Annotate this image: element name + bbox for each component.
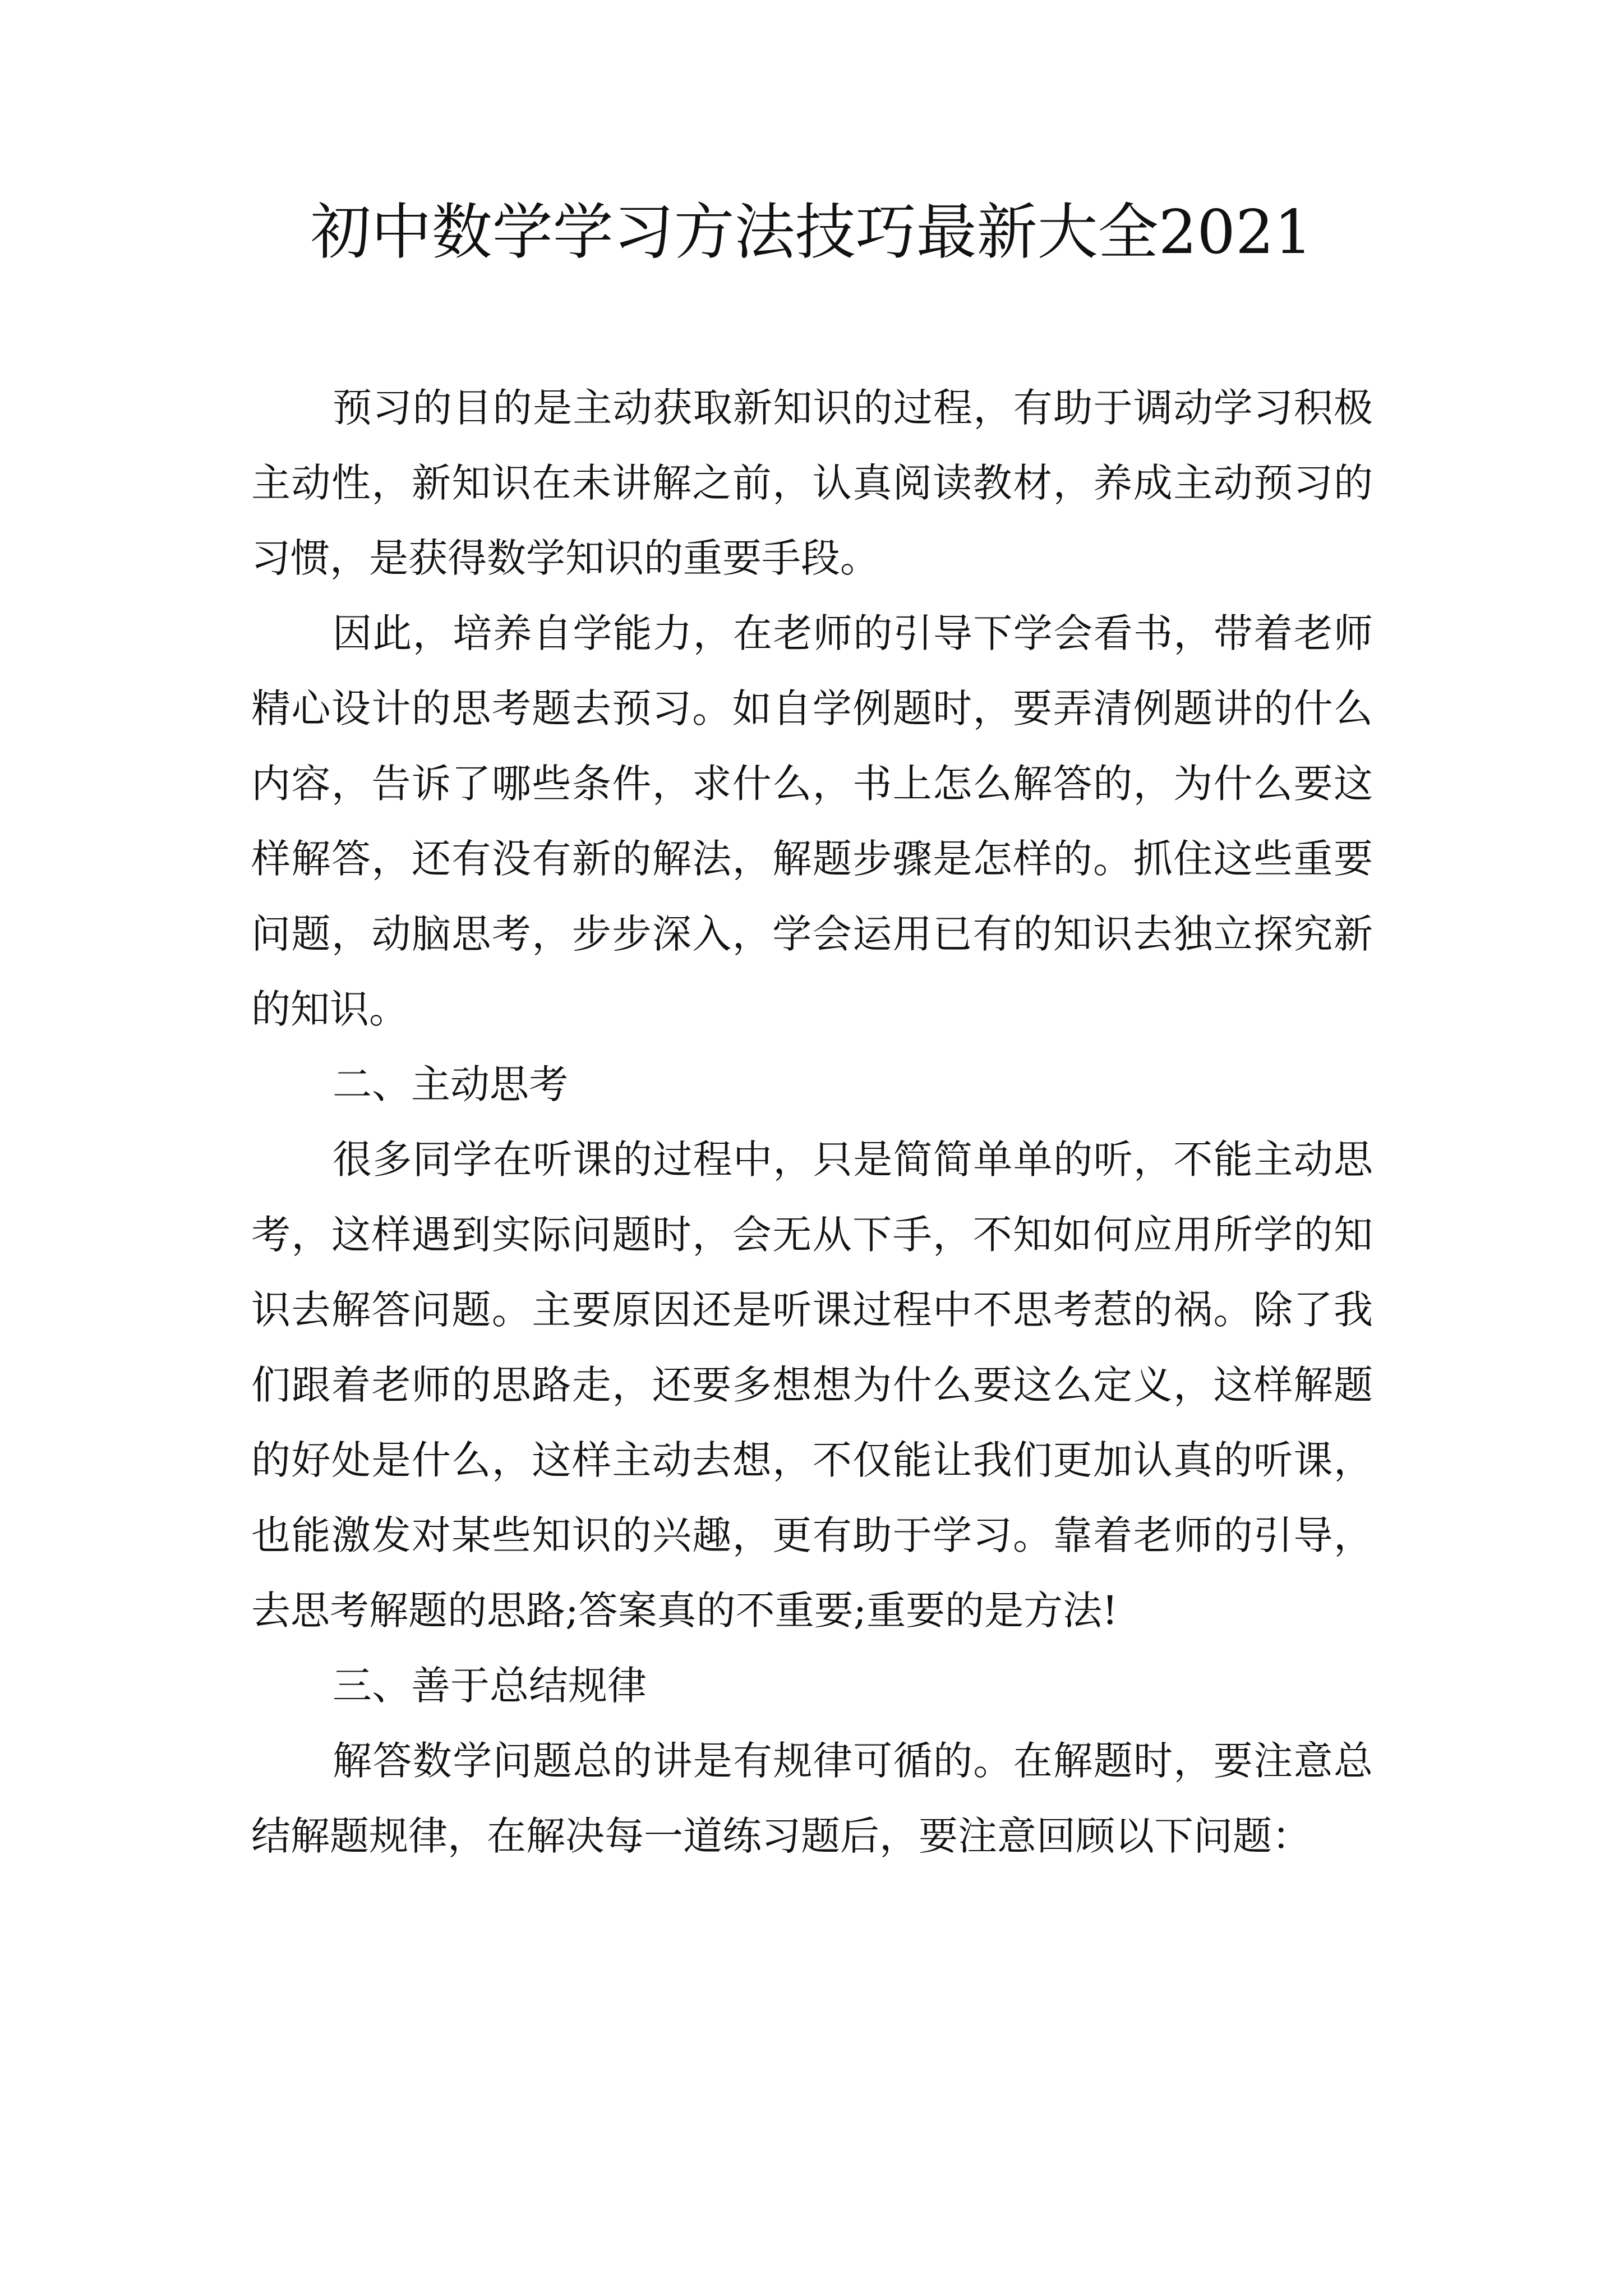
document-body [251, 370, 1373, 1874]
paragraph-preview-purpose: 预习的目的是主动获取新知识的过程，有助于调动学习积极主动性，新知识在未讲解之前，认真阅读教材，养成主动预习的习惯，是获得数学知识的重要手段。 [251, 385, 1373, 581]
paragraph-self-study: 因此，培养自学能力，在老师的引导下学会看书，带着老师精心设计的思考题去预习。如自学例题时，要弄清例题讲的什么内容，告诉了哪些条件，求什么，书上怎么解答的，为什么要这样解答，还有没有新的解法，解题步骤是怎样的。抓住这些重要问题，动脑思考，步步深入，学会运用已有的知识去独立探究新的知识。 [251, 610, 1373, 1032]
paragraph-summarize-rules: 解答数学问题总的讲是有规律可循的。在解题时，要注意总结解题规律，在解决每一道练习题后，要注意回顾以下问题： [251, 1738, 1373, 1859]
paragraph-active-thinking: 很多同学在听课的过程中，只是简简单单的听，不能主动思考，这样遇到实际问题时，会无从下手，不知如何应用所学的知识去解答问题。主要原因还是听课过程中不思考惹的祸。除了我们跟着老师的思路走，还要多想想为什么要这么定义，这样解题的好处是什么，这样主动去想，不仅能让我们更加认真的听课，也能激发对某些知识的兴趣，更有助于学习。靠着老师的引导，去思考解题的思路;答案真的不重要;重要的是方法! [251, 1137, 1373, 1634]
document-title: 初中数学学习方法技巧最新大全2021 [310, 197, 1313, 268]
section-heading-summarize-rules: 三、善于总结规律 [333, 1663, 647, 1709]
section-heading-active-thinking: 二、主动思考 [333, 1061, 568, 1107]
